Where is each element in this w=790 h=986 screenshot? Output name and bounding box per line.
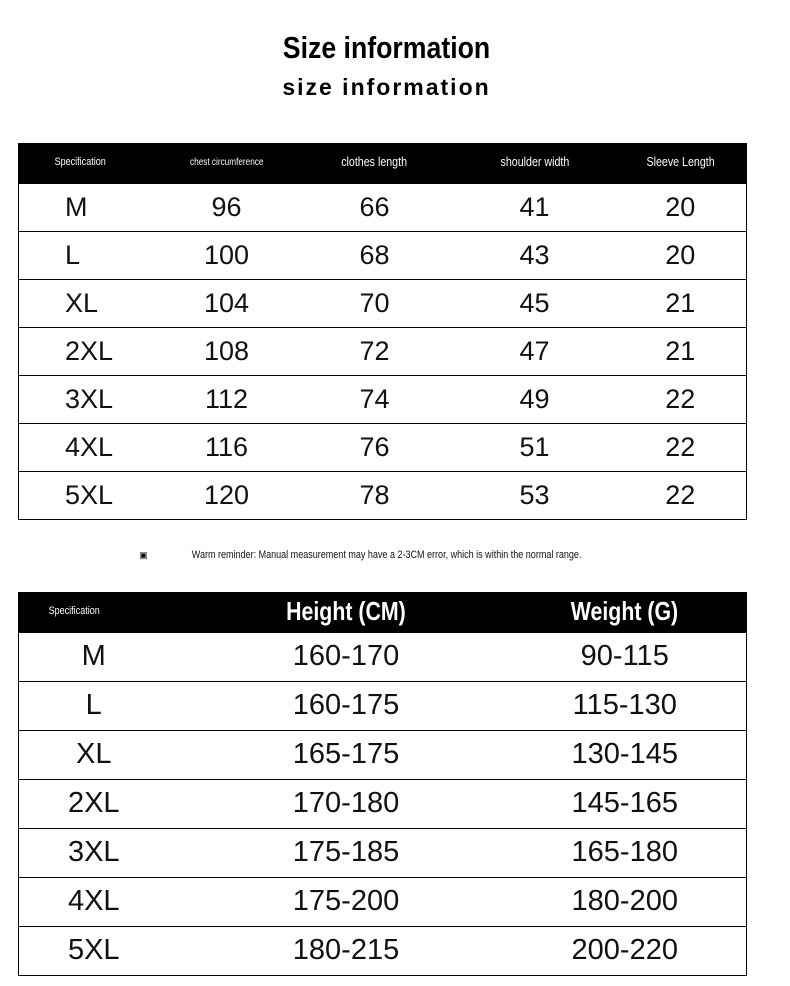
height-cell: 160-170 <box>189 632 504 681</box>
fit-table-header-row <box>19 592 747 632</box>
size-cell: L <box>19 231 159 279</box>
shoulder-cell: 41 <box>455 183 615 231</box>
table-row <box>19 423 747 471</box>
sleeve-cell: 22 <box>615 423 747 471</box>
length-cell: 70 <box>295 279 455 327</box>
chest-cell: 96 <box>159 183 295 231</box>
sleeve-cell: 20 <box>615 231 747 279</box>
size-cell: XL <box>19 730 189 779</box>
height-cell: 170-180 <box>189 779 504 828</box>
weight-cell: 115-130 <box>504 681 747 730</box>
size-cell: 5XL <box>19 471 159 519</box>
table-row <box>19 828 747 877</box>
header-specification: Specification <box>19 143 159 183</box>
height-cell: 165-175 <box>189 730 504 779</box>
length-cell: 72 <box>295 327 455 375</box>
size-cell: 4XL <box>19 877 189 926</box>
header-sleeve-length: Sleeve Length <box>615 143 747 183</box>
chest-cell: 108 <box>159 327 295 375</box>
height-cell: 160-175 <box>189 681 504 730</box>
shoulder-cell: 45 <box>455 279 615 327</box>
weight-cell: 90-115 <box>504 632 747 681</box>
shoulder-cell: 43 <box>455 231 615 279</box>
reminder-text: Warm reminder: Manual measurement may have a 2-3CM error, which is within the normal range. <box>191 549 582 561</box>
sleeve-cell: 20 <box>615 183 747 231</box>
table-row <box>19 681 747 730</box>
size-cell: L <box>19 681 189 730</box>
size-cell: 2XL <box>19 779 189 828</box>
size-cell: M <box>19 183 159 231</box>
table-row <box>19 183 747 231</box>
reminder-icon: ▣ <box>139 550 148 560</box>
table-row <box>19 632 747 681</box>
chest-cell: 104 <box>159 279 295 327</box>
size-cell: 3XL <box>19 375 159 423</box>
sleeve-cell: 22 <box>615 471 747 519</box>
table-row <box>19 779 747 828</box>
length-cell: 68 <box>295 231 455 279</box>
header-height: Height (CM) <box>189 592 504 632</box>
sleeve-cell: 21 <box>615 279 747 327</box>
height-cell: 180-215 <box>189 926 504 975</box>
length-cell: 66 <box>295 183 455 231</box>
weight-cell: 145-165 <box>504 779 747 828</box>
table-row <box>19 279 747 327</box>
chest-cell: 100 <box>159 231 295 279</box>
weight-cell: 130-145 <box>504 730 747 779</box>
table-row <box>19 231 747 279</box>
table-row <box>19 471 747 519</box>
size-table <box>18 143 747 520</box>
weight-cell: 165-180 <box>504 828 747 877</box>
height-cell: 175-185 <box>189 828 504 877</box>
table-row <box>19 730 747 779</box>
size-cell: 4XL <box>19 423 159 471</box>
shoulder-cell: 47 <box>455 327 615 375</box>
chest-cell: 112 <box>159 375 295 423</box>
length-cell: 78 <box>295 471 455 519</box>
weight-cell: 200-220 <box>504 926 747 975</box>
length-cell: 76 <box>295 423 455 471</box>
size-cell: 3XL <box>19 828 189 877</box>
chest-cell: 116 <box>159 423 295 471</box>
table-row <box>19 877 747 926</box>
size-cell: M <box>19 632 189 681</box>
sleeve-cell: 21 <box>615 327 747 375</box>
weight-cell: 180-200 <box>504 877 747 926</box>
header-chest-circumference: chest circumference <box>159 143 295 183</box>
shoulder-cell: 49 <box>455 375 615 423</box>
size-cell: 2XL <box>19 327 159 375</box>
sleeve-cell: 22 <box>615 375 747 423</box>
shoulder-cell: 53 <box>455 471 615 519</box>
size-cell: XL <box>19 279 159 327</box>
header-specification: Specification <box>19 592 189 632</box>
size-table-header-row <box>19 143 747 183</box>
page-title: Size information <box>282 30 491 65</box>
table-row <box>19 375 747 423</box>
header-shoulder-width: shoulder width <box>455 143 615 183</box>
length-cell: 74 <box>295 375 455 423</box>
table-row <box>19 327 747 375</box>
height-cell: 175-200 <box>189 877 504 926</box>
header-weight: Weight (G) <box>504 592 747 632</box>
fit-table <box>18 592 747 976</box>
chest-cell: 120 <box>159 471 295 519</box>
shoulder-cell: 51 <box>455 423 615 471</box>
header-clothes-length: clothes length <box>295 143 455 183</box>
size-cell: 5XL <box>19 926 189 975</box>
page-subtitle: size information <box>282 74 491 100</box>
table-row <box>19 926 747 975</box>
warm-reminder <box>0 549 763 561</box>
